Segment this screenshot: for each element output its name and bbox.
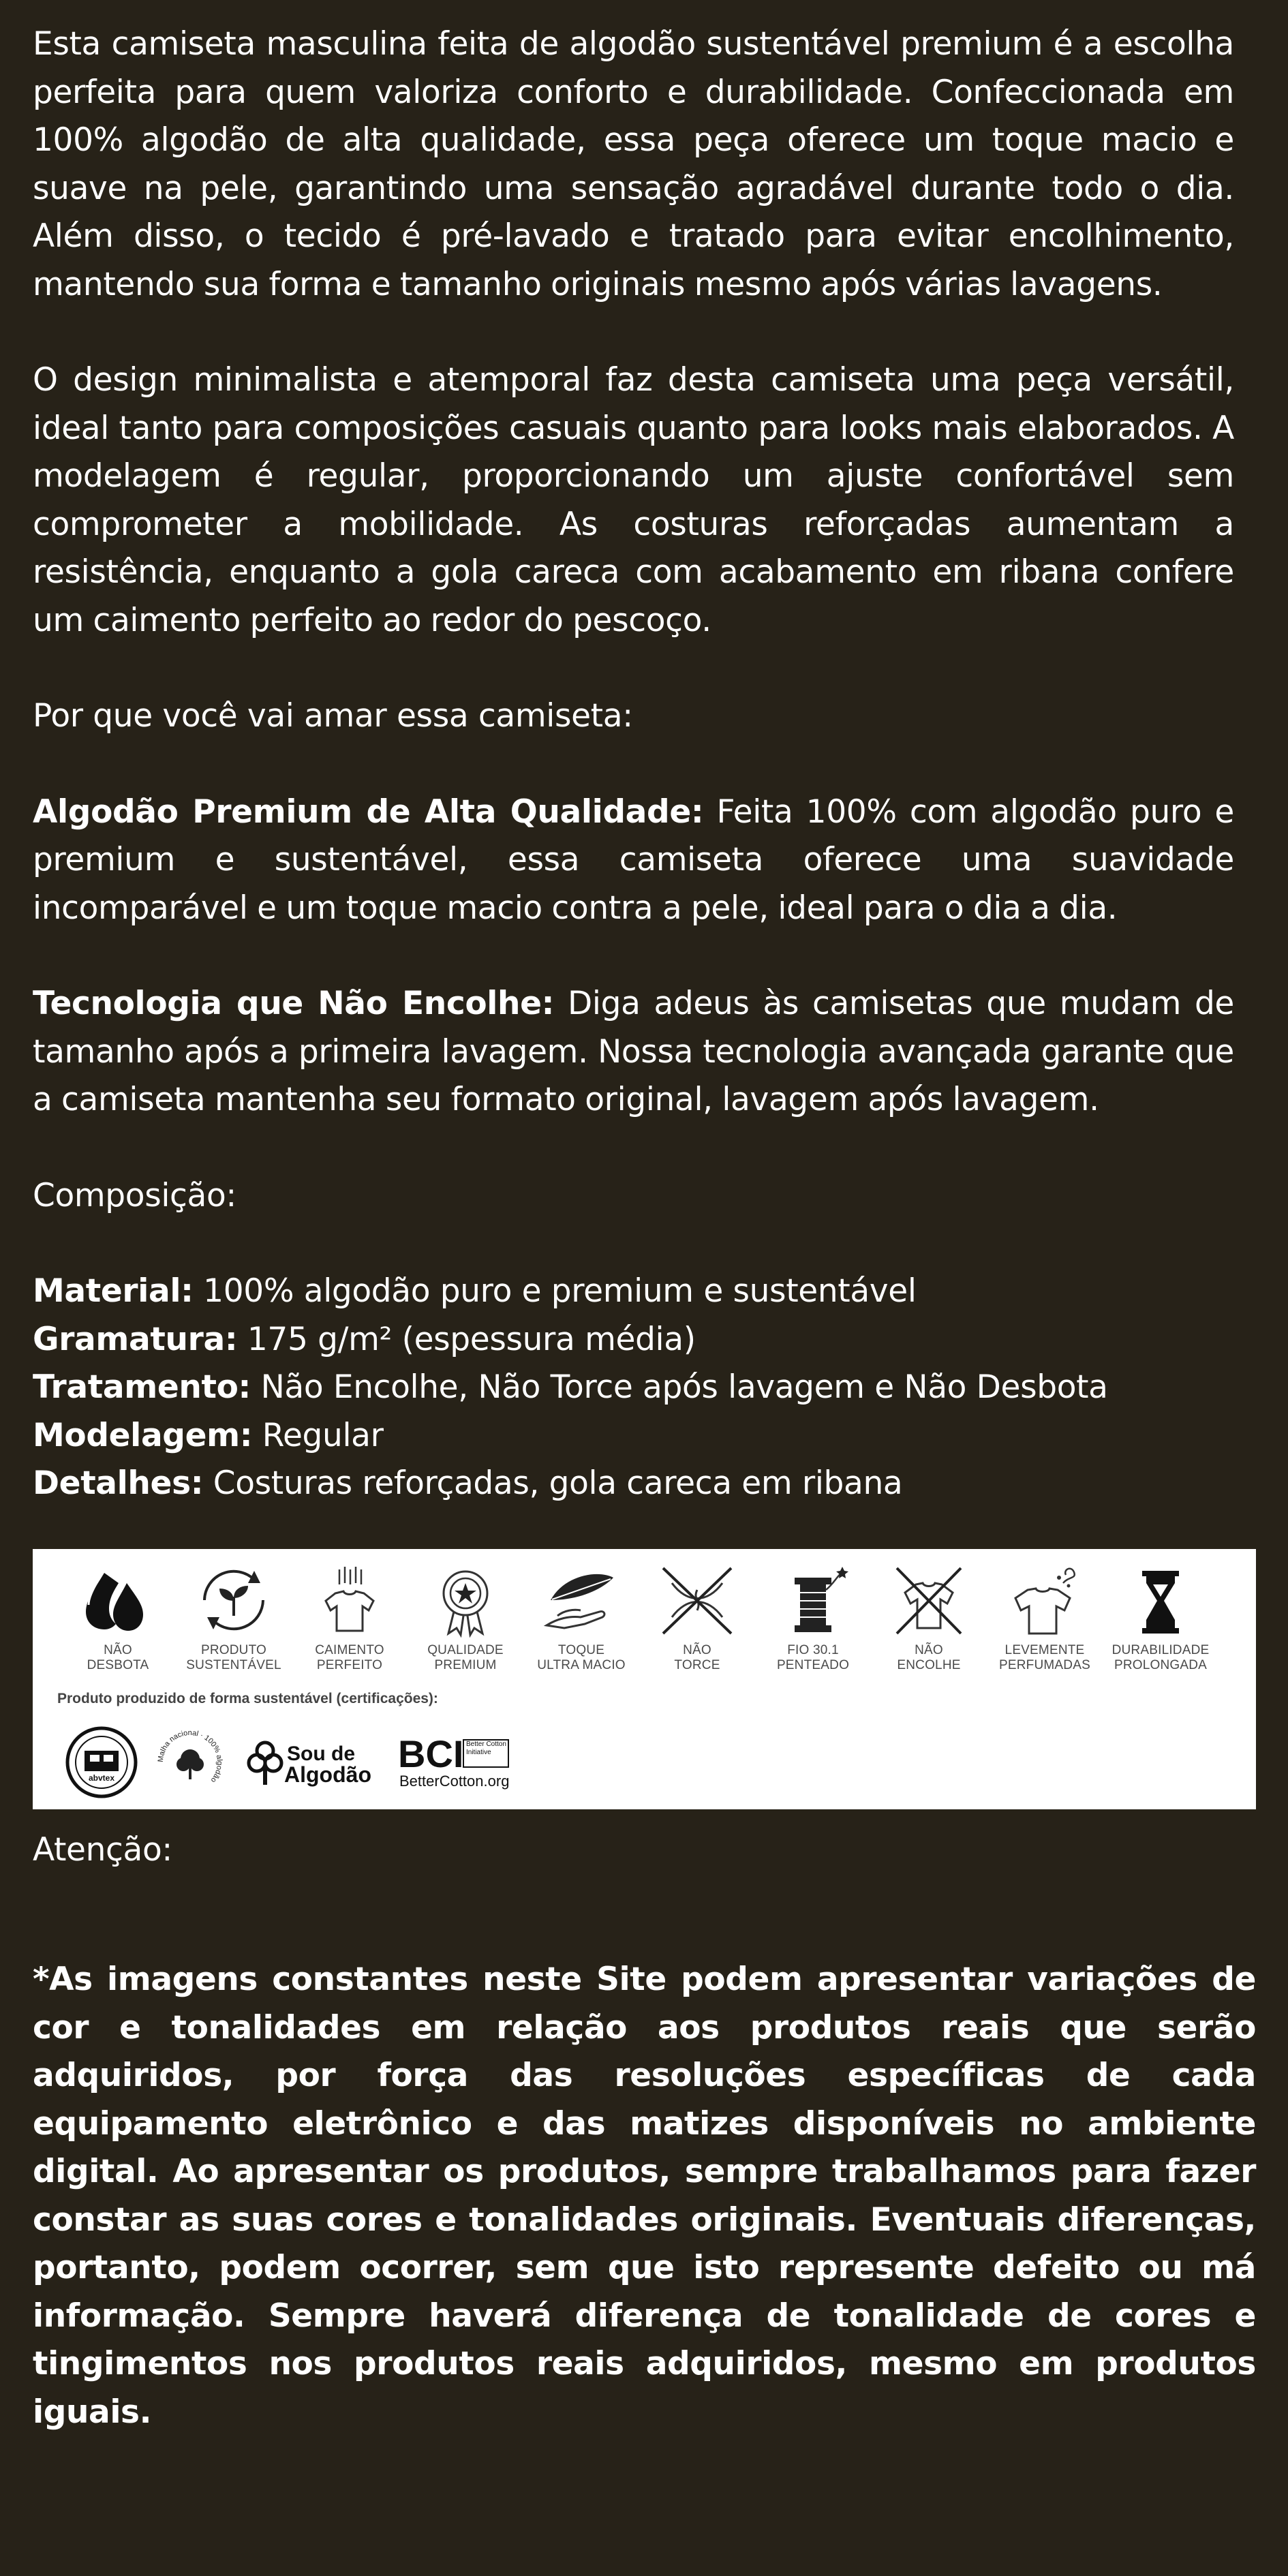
composition-label: Modelagem: <box>33 1416 253 1454</box>
recycle-sprout-icon <box>189 1563 278 1638</box>
composition-value: Regular <box>252 1416 384 1454</box>
composition-item <box>33 1268 1255 1316</box>
malha-nacional-logo <box>153 1725 228 1803</box>
feature-icon-cell <box>176 1563 292 1673</box>
feature-icon-cell <box>639 1563 755 1673</box>
feature-icon-cell <box>987 1563 1103 1673</box>
feature-icon-label: NÃO TORCE <box>674 1643 720 1672</box>
svg-text:BCI: BCI <box>398 1732 464 1775</box>
features-banner <box>33 1549 1256 1809</box>
description-paragraph-1: Esta camiseta masculina feita de algodão sustentável premium é a escolha perfeita para quem valoriza conforto e durabilidade. Confeccionada em 100% algodão de alta qualidade, essa peça oferece um toque macio e suave na pele, garantindo uma sensação agradável durante todo o dia. Além disso, o tecido é pré-lavado e tratado para evitar encolhimento, mantendo sua forma e tamanho originais mesmo após várias lavagens. <box>33 25 1234 303</box>
feature-icon-label: CAIMENTO PERFEITO <box>315 1643 384 1672</box>
quality-medal-icon <box>421 1563 510 1638</box>
composition-label: Tratamento: <box>33 1368 251 1406</box>
feature-no-shrink <box>33 980 1234 1124</box>
svg-text:abvtex: abvtex <box>88 1773 115 1783</box>
composition-item <box>33 1364 1255 1412</box>
feature-premium-cotton-text: Feita 100% com algodão puro e premium e sustentável, essa camiseta oferece uma suavidade incomparável e um toque macio contra a pele, ideal para o dia a dia. <box>33 793 1235 927</box>
hourglass-icon <box>1116 1563 1205 1638</box>
composition-value: 100% algodão puro e premium e sustentável <box>193 1272 917 1310</box>
feature-icon-cell <box>292 1563 408 1673</box>
feature-icon-label: NÃO DESBOTA <box>87 1643 149 1672</box>
svg-text:Malha nacional · 100% algodão: Malha nacional · 100% algodão <box>156 1728 224 1784</box>
feature-icon-cell <box>408 1563 523 1673</box>
feature-no-shrink-title: Tecnologia que Não Encolhe: <box>33 985 555 1022</box>
feature-icon-label: NÃO ENCOLHE <box>897 1643 961 1672</box>
feature-icon-cell <box>1103 1563 1218 1673</box>
svg-text:BetterCotton.org: BetterCotton.org <box>399 1773 510 1790</box>
attention-heading: Atenção: <box>33 1831 172 1869</box>
feature-no-shrink-text: Diga adeus às camisetas que mudam de tamanho após a primeira lavagem. Nossa tecnologia avançada garante que a camiseta mantenha seu formato original, lavagem após lavagem. <box>33 985 1234 1118</box>
svg-text:Algodão: Algodão <box>284 1762 371 1787</box>
composition-heading: Composição: <box>33 1176 236 1214</box>
composition-value: 175 g/m² (espessura média) <box>237 1320 696 1358</box>
feature-icon-cell <box>60 1563 176 1673</box>
composition-value: Não Encolhe, Não Torce após lavagem e Não Desbota <box>251 1368 1108 1406</box>
composition-label: Gramatura: <box>33 1320 238 1358</box>
composition-value: Costuras reforçadas, gola careca em ribana <box>203 1465 903 1502</box>
feather-hand-icon <box>537 1563 626 1638</box>
perfumed-shirt-icon <box>1000 1563 1089 1638</box>
thread-spool-icon <box>769 1563 857 1638</box>
composition-item <box>33 1316 1255 1364</box>
feature-icon-label: FIO 30.1 PENTEADO <box>776 1643 850 1672</box>
bci-logo: BCI Better Cotton Initiative BetterCotton.org <box>398 1732 510 1790</box>
feature-icon-label: QUALIDADE PREMIUM <box>427 1643 504 1672</box>
feature-premium-cotton <box>33 788 1234 933</box>
composition-item <box>33 1460 1255 1508</box>
abvtex-logo <box>64 1725 139 1803</box>
feature-icon-label: TOQUE ULTRA MACIO <box>537 1643 626 1672</box>
drops-icon <box>74 1563 162 1638</box>
feature-icon-cell <box>755 1563 871 1673</box>
features-icon-row <box>60 1563 1232 1699</box>
feature-icon-cell <box>871 1563 987 1673</box>
why-love-heading: Por que você vai amar essa camiseta: <box>33 697 633 735</box>
feature-icon-label: LEVEMENTE PERFUMADAS <box>999 1643 1090 1672</box>
no-twist-icon <box>653 1563 741 1638</box>
shirt-fit-icon <box>305 1563 394 1638</box>
certifications-logos <box>64 1725 609 1800</box>
composition-list <box>33 1268 1255 1508</box>
attention-disclaimer: *As imagens constantes neste Site podem apresentar variações de cor e tonalidades em relação aos produtos reais que serão adquiridos, por força das resoluções específicas de cada equipamento eletrônico e das matizes disponíveis no ambiente digital. Ao apresentar os produtos, sempre trabalhamos para fazer constar as suas cores e tonalidades originais. Eventuais diferenças, portanto, podem ocorrer, sem que isto represente defeito ou má informação. Sempre haverá diferença de tonalidade de cores e tingimentos nos produtos reais adquiridos, mesmo em produtos iguais. <box>33 1961 1256 2431</box>
composition-label: Material: <box>33 1272 194 1310</box>
feature-icon-cell <box>523 1563 639 1673</box>
feature-premium-cotton-title: Algodão Premium de Alta Qualidade: <box>33 793 704 831</box>
certifications-title: Produto produzido de forma sustentável (certificações): <box>57 1691 438 1706</box>
description-paragraph-2: O design minimalista e atemporal faz desta camiseta uma peça versátil, ideal tanto para composições casuais quanto para looks mais elaborados. A modelagem é regular, proporcionando um ajuste confortável sem comprometer a mobilidade. As costuras reforçadas aumentam a resistência, enquanto a gola careca com acabamento em ribana confere um caimento perfeito ao redor do pescoço. <box>33 361 1234 639</box>
svg-text:Sou de: Sou de <box>287 1743 356 1765</box>
no-shrink-icon <box>885 1563 973 1638</box>
composition-item <box>33 1412 1255 1460</box>
feature-icon-label: PRODUTO SUSTENTÁVEL <box>186 1643 281 1672</box>
sou-de-algodao-logo <box>245 1734 381 1792</box>
composition-label: Detalhes: <box>33 1465 204 1502</box>
feature-icon-label: DURABILIDADE PROLONGADA <box>1111 1643 1210 1672</box>
